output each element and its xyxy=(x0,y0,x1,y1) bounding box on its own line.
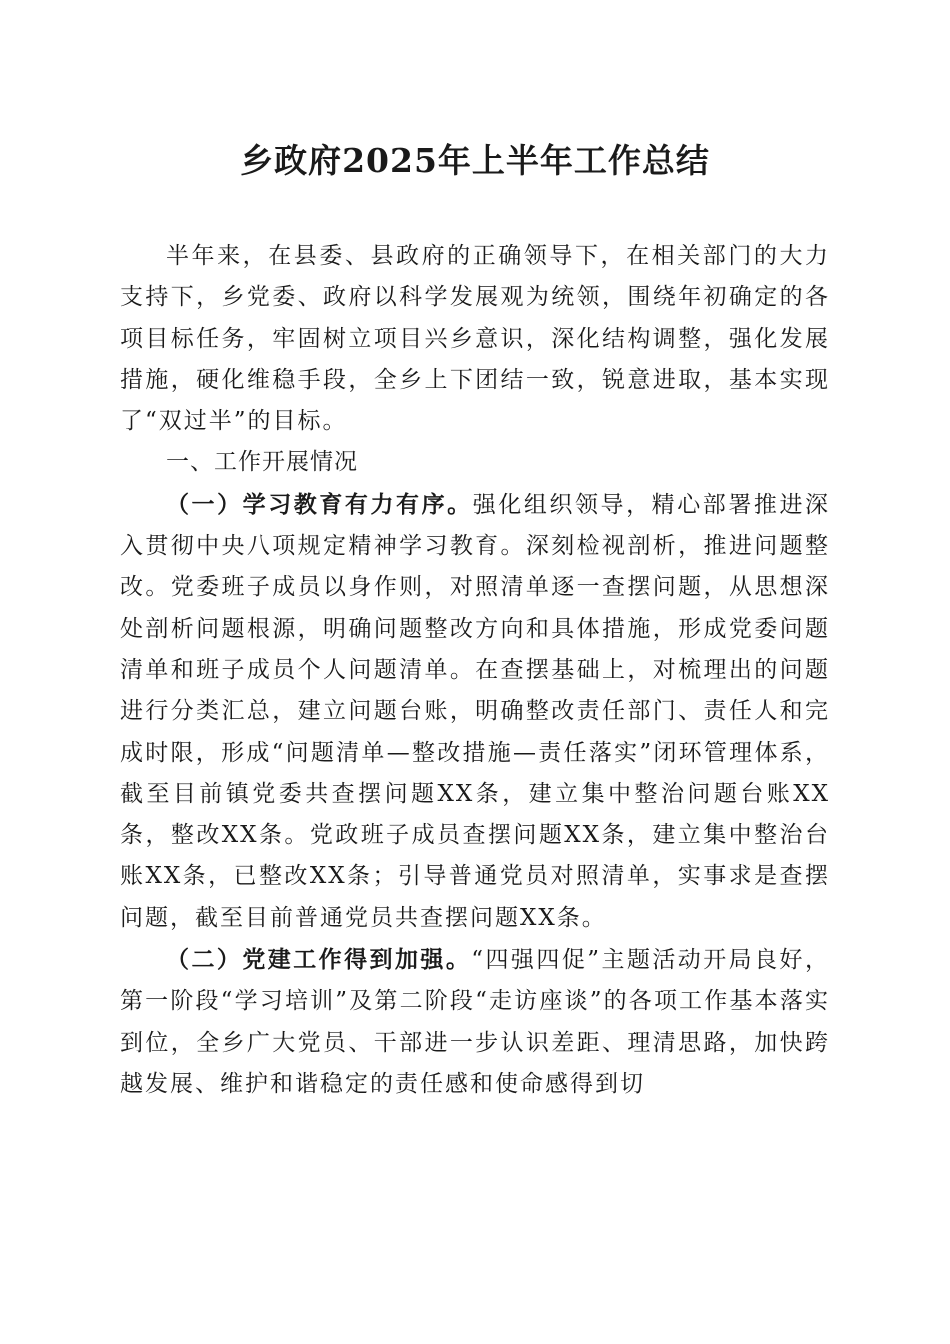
document-title: 乡政府2025年上半年工作总结 xyxy=(240,141,710,180)
intro-paragraph: 半年来，在县委、县政府的正确领导下，在相关部门的大力支持下，乡党委、政府以科学发展观为统领，围绕年初确定的各项目标任务，牢固树立项目兴乡意识，深化结构调整，强化发展措施，硬化维稳手段，全乡上下团结一致，锐意进取，基本实现了“双过半”的目标。 xyxy=(120,243,830,435)
subheading-party-building: （二）党建工作得到加强。 xyxy=(166,946,472,974)
subheading-study-education: （一）学习教育有力有序。 xyxy=(166,490,473,518)
paragraph-study-education-text: 强化组织领导，精心部署推进深入贯彻中央八项规定精神学习教育。深刻检视剖析，推进问题整改。党委班子成员以身作则，对照清单逐一查摆问题，从思想深处剖析问题根源，明确问题整改方向和具体措施，形成党委问题清单和班子成员个人问题清单。在查摆基础上，对梳理出的问题进行分类汇总，建立问题台账，明确整改责任部门、责任人和完成时限，形成“问题清单—整改措施—责任落实”闭环管理体系，截至目前镇党委共查摆问题XX条，建立集中整治问题台账XX条，整改XX条。党政班子成员查摆问题XX条，建立集中整治台账XX条，已整改XX条；引导普通党员对照清单，实事求是查摆问题，截至目前普通党员共查摆问题XX条。 xyxy=(120,491,831,931)
document-body xyxy=(120,236,830,1105)
paragraph-party-building xyxy=(120,939,830,1105)
paragraph-study-education xyxy=(120,484,830,939)
paragraph-party-building-text: “四强四促”主题活动开局良好，第一阶段“学习培训”及第二阶段“走访座谈”的各项工作基本落实到位，全乡广大党员、干部进一步认识差距、理清思路，加快跨越发展、维护和谐稳定的责任感和使命感得到切 xyxy=(120,947,830,1097)
section-heading-work-progress: 一、工作开展情况 xyxy=(166,449,358,476)
